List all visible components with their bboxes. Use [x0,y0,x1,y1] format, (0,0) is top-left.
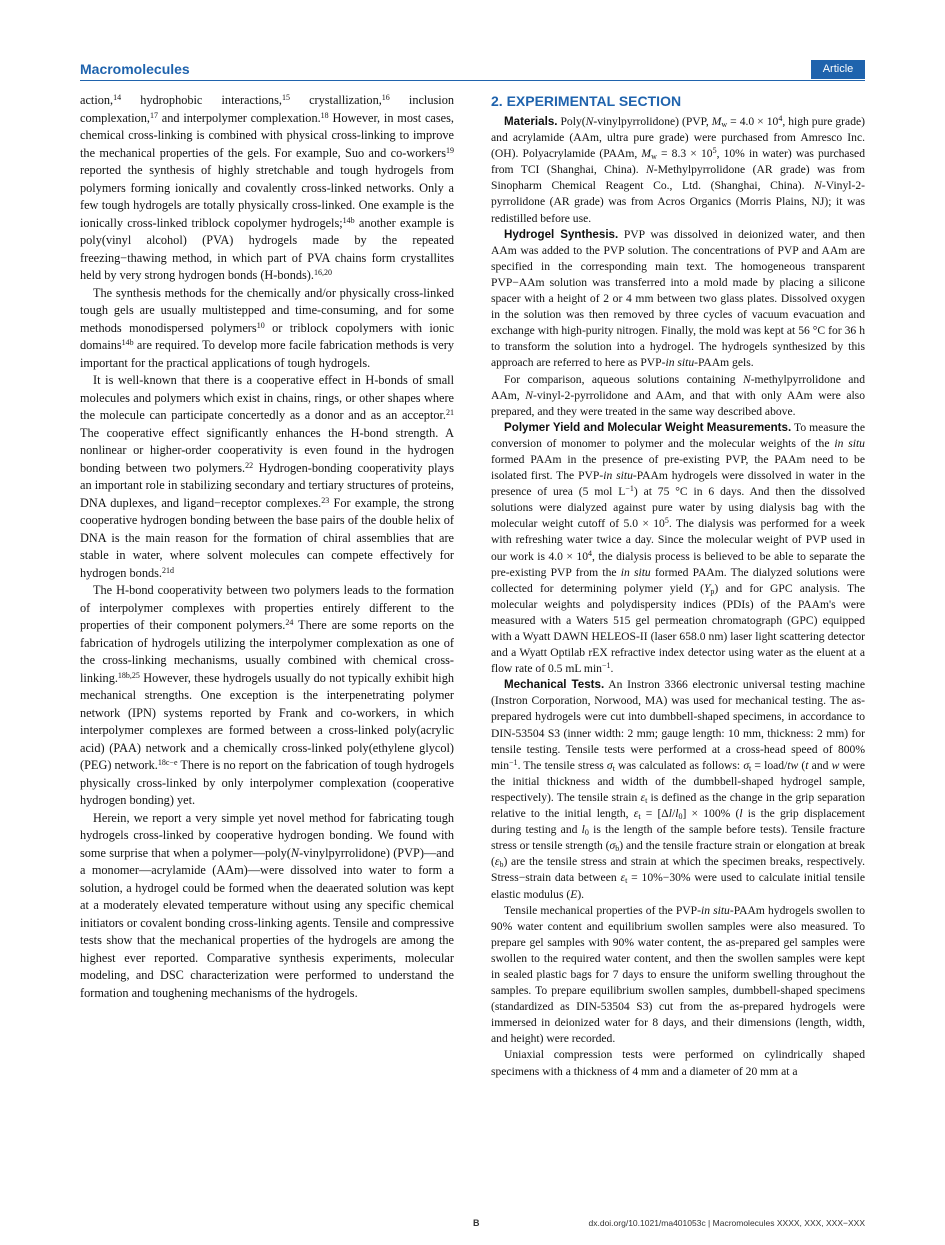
citation-ref[interactable]: 14b [121,338,134,347]
citation-ref[interactable]: 23 [321,495,330,505]
page-footer [80,1218,865,1232]
citation-ref[interactable]: 14 [113,93,122,102]
citation-ref[interactable]: 16 [381,93,390,102]
citation-ref[interactable]: 18 [320,110,329,120]
citation-ref[interactable]: 21 [446,408,454,417]
paragraph: Hydrogel Synthesis. PVP was dissolved in deionized water, and then AAm was added to the PVP solution. The concentrations of PVP and AAm are specified in the corresponding main text. The homogeneous transparent PVP−AAm solution was transferred into a mold made by placing a silicone spacer with a height of 2 or 4 mm between two glass plates. Dissolved oxygen in the solution was then removed by three cycles of vacuum evacuation and exchange with high-purity nitrogen. Finally, the mold was kept at 56 °C for 36 h to transform the solution into a hydrogel. The hydrogels synthesized by this approach are referred to here as PVP-in situ-PAAm gels. [491,227,865,370]
article-type-badge: Article [811,60,865,79]
page-header [80,60,865,81]
citation-ref[interactable]: 16,20 [313,268,332,277]
citation-ref[interactable]: 22 [245,460,254,470]
subsection-heading: Materials. [504,115,558,128]
paragraph: Polymer Yield and Molecular Weight Measurements. To measure the conversion of monomer to polymer and the molecular weights of the in situ formed PAAm in the presence of pre-existing PVP, the PAAm need to be isolated first. The PVP-in situ-PAAm hydrogels were dissolved in water in the presence of urea (5 mol $L^{-1}$) at 75 °C in 6 days. And then the dissolved solutions were dialyzed against pure water by using dialysis bag with the molecular weight cutoff of $5.0 \times 10^5$. The dialysis was performed for a week with refreshing water twice a day. Since the molecular weight of PVP used in our work is $4.0 \times 10^4$, the dialysis process is believed to be able to separate the pre-existing PVP from the in situ formed PAAm. The dialyzed solutions were collected for determining polymer yield $(Y_p)$ and for GPC analysis. The molecular weights and polydispersity indices (PDIs) of the PAAm's were measured with a Waters 515 gel permeation chromatograph (GPC) equipped with a Wyatt DAWN HELEOS-II (laser 658.0 nm) laser light scattering detector and a Wyatt Optilab rEX refractive index detector using water as the eluent at a flow rate of 0.5 mL $\min^{-1}$. [491,420,866,676]
citation-ref[interactable]: 18b,25 [117,670,140,680]
citation-ref[interactable]: 18c−e [157,758,178,767]
subsection-heading: Mechanical Tests. [504,678,605,692]
citation-ref[interactable]: 21d [161,565,174,575]
left-column [80,92,454,1002]
right-column [491,92,865,1080]
paragraph: The H-bond cooperativity between two polymers leads to the formation of interpolymer complexes with properties entirely different to the properties of their component polymers.$^{24}$ There are some reports on the fabrication of hydrogels utilizing the interpolymer complexation as one of the cross-linking mechanisms, usually combined with chemical cross-linking.$^{18b,25}$ However, these hydrogels usually do not typically exhibit high mechanical strengths. One exception is the interpenetrating polymer network (IPN) systems reported by Frank and co-workers, in which interpolymer complexes are formed between a cross-linked poly(acrylic acid) (PAA) network and a chemically cross-linked poly(ethylene glycol) (PEG) network.$^{18c-e}$ There is no report on the fabrication of tough hydrogels physically cross-linked by only interpolymer complexation (cooperative hydrogen bonding) yet. [80,583,455,807]
paragraph: For comparison, aqueous solutions containing N-methylpyrrolidone and AAm, N-vinyl-2-pyrrolidone and AAm, and that with only AAm were also prepared, and they were treated in the same way described above. [491,372,865,418]
paragraph: Materials. Poly(N-vinylpyrrolidone) (PVP, $M_w = 4.0 \times 10^4$, high pure grade) and acrylamide (AAm, ultra pure grade) were purchased from Amresco Inc. (OH). Polyacrylamide (PAAm, $M_w = 8.3 \times 10^5$, 10% in water) was purchased from TCI (Shanghai, China). N-Methylpyrrolidone (AR grade) was from Sinopharm Chemical Reagent Co., Ltd. (Shanghai, China). N-Vinyl-2-pyrrolidone (AR grade) was from Acros Organics (Morris Plains, NJ); it was redistilled before use. [491,114,866,225]
paragraph: Tensile mechanical properties of the PVP-in situ-PAAm hydrogels swollen to 90% water content and equilibrium swollen samples were also measured. To prepare gel samples with 90% water content, the as-prepared gel samples were swollen to the required water content, and then the swollen samples were kept in sealed plastic bags for 7 days to ensure the uniform swelling throughout the samples. To prepare equilibrium swollen samples, dumbbell-shaped specimens (standardized as DIN-53504 S3) cut from the as-prepared hydrogels were immersed in deionized water for 8 days, and their dimensions (length, width, and height) were recorded. [491,903,866,1046]
citation-ref[interactable]: 19 [446,145,454,155]
paragraph: The synthesis methods for the chemically and/or physically cross-linked tough gels are usually multistepped and time-consuming, and for some methods monodispersed polymers$^{10}$ or triblock copolymers with ionic domains$^{14b}$ are required. To develop more facile fabrication methods is very important for the practical applications of tough hydrogels. [80,285,454,370]
paragraph: action,$^{14}$ hydrophobic interactions,$^{15}$ crystallization,$^{16}$ inclusion complexation,$^{17}$ and interpolymer complexation.$^{18}$ However, in most cases, chemical cross-linking is combined with physical cross-linking to improve the mechanical properties of the gels. For example, Suo and co-workers$^{19}$ reported the synthesis of highly stretchable and tough hydrogels from polymers forming ionically and covalently cross-linked networks. Only a few tough hydrogels are totally physically cross-linked. One example is the ionically cross-linked triblock copolymer hydrogels;$^{14b}$ another example is poly(vinyl alcohol) (PVA) hydrogels made by the repeated freezing−thawing method, in which part of PVA chains form crystallites held by very strong hydrogen bonds (H-bonds).$^{16,20}$ [80,93,454,282]
paragraph: Mechanical Tests. An Instron 3366 electronic universal testing machine (Instron Corporation, Norwood, MA) was used for mechanical testing. The as-prepared hydrogels were cut into dumbbell-shaped specimens, in accordance to DIN-53504 S3 (inner width: 2 mm; gauge length: 10 mm, thickness: 2 mm) for tensile testing. Tensile tests were performed at a cross-head speed of 800% $\min^{-1}$. The tensile stress $\sigma_t$ was calculated as follows: $\sigma_t$ = load/tw (t and w were the initial thickness and width of the dumbbell-shaped hydrogel sample, respectively). The tensile strain $\varepsilon_t$ is defined as the change in the grip separation relative to the initial length, $\varepsilon_t = [\Delta l/l_0] \times 100\%$ (l is the grip displacement during testing and $l_0$ is the length of the sample before tests). Tensile fracture stress or tensile strength $(\sigma_b)$ and the tensile fracture strain or elongation at break $(\varepsilon_b)$ are the tensile stress and strain at which the specimen breaks, respectively. Stress−strain data between $\varepsilon_t = 10\%-30\%$ were used to calculate initial tensile elastic modulus (E). [491,678,866,901]
subsection-heading: Hydrogel Synthesis. [504,227,619,241]
page-number: B [473,1218,480,1228]
paragraph: It is well-known that there is a cooperative effect in H-bonds of small molecules and polymers which exist in chains, rings, or other shapes where the molecule can participate concertedly as a donor and as an acceptor.$^{21}$ The cooperative effect significantly enhances the H-bond strength. A nonlinear or higher-order cooperativity is even found in the hydrogen bonding between two polymers.$^{22}$ Hydrogen-bonding cooperativity plays an important role in stabilizing secondary and tertiary structures of proteins, DNA duplexes, and ligand−receptor complexes.$^{23}$ For example, the strong cooperative hydrogen bonding between the base pairs of the double helix of DNA is the main reason for the formation of chiral assemblies that are stable in water, where solvent molecules can compete effectively for hydrogen bonds.$^{21d}$ [80,373,454,580]
subsection-heading: Polymer Yield and Molecular Weight Measurements. [504,420,792,434]
citation-ref[interactable]: 24 [285,618,294,627]
paragraph: Uniaxial compression tests were performed on cylindrically shaped specimens with a thickness of 4 mm and a diameter of 20 mm at a [491,1048,865,1078]
citation-ref[interactable]: 14b [342,215,355,225]
paragraph: Herein, we report a very simple yet novel method for fabricating tough hydrogels cross-linked by cooperative hydrogen bonding. We found with some surprise that when a polymer—poly(N-vinylpyrrolidone) (PVP)—and a monomer—acrylamide (AAm)—were dissolved into water to form a solution, a hydrogel could be formed when the deaerated solution was kept at a moderately elevated temperature without using any specific chemical initiators or covalent bonding cross-linking agents. Tensile and compressive tests show that the mechanical properties of the hydrogels are among the highest ever reported. Comparative synthesis experiments, molecular modeling, and DSC characterization were performed to understand the formation and toughening mechanisms of the hydrogels. [80,810,454,1000]
journal-name[interactable]: Macromolecules [80,61,190,77]
section-title: 2. EXPERIMENTAL SECTION [491,93,682,109]
citation-ref[interactable]: 10 [256,320,265,330]
citation-ref[interactable]: 15 [281,93,290,102]
citation-ref[interactable]: 17 [150,110,159,120]
doi-link[interactable]: dx.doi.org/10.1021/ma401053c | Macromolecules XXXX, XXX, XXX−XXX [588,1218,865,1228]
